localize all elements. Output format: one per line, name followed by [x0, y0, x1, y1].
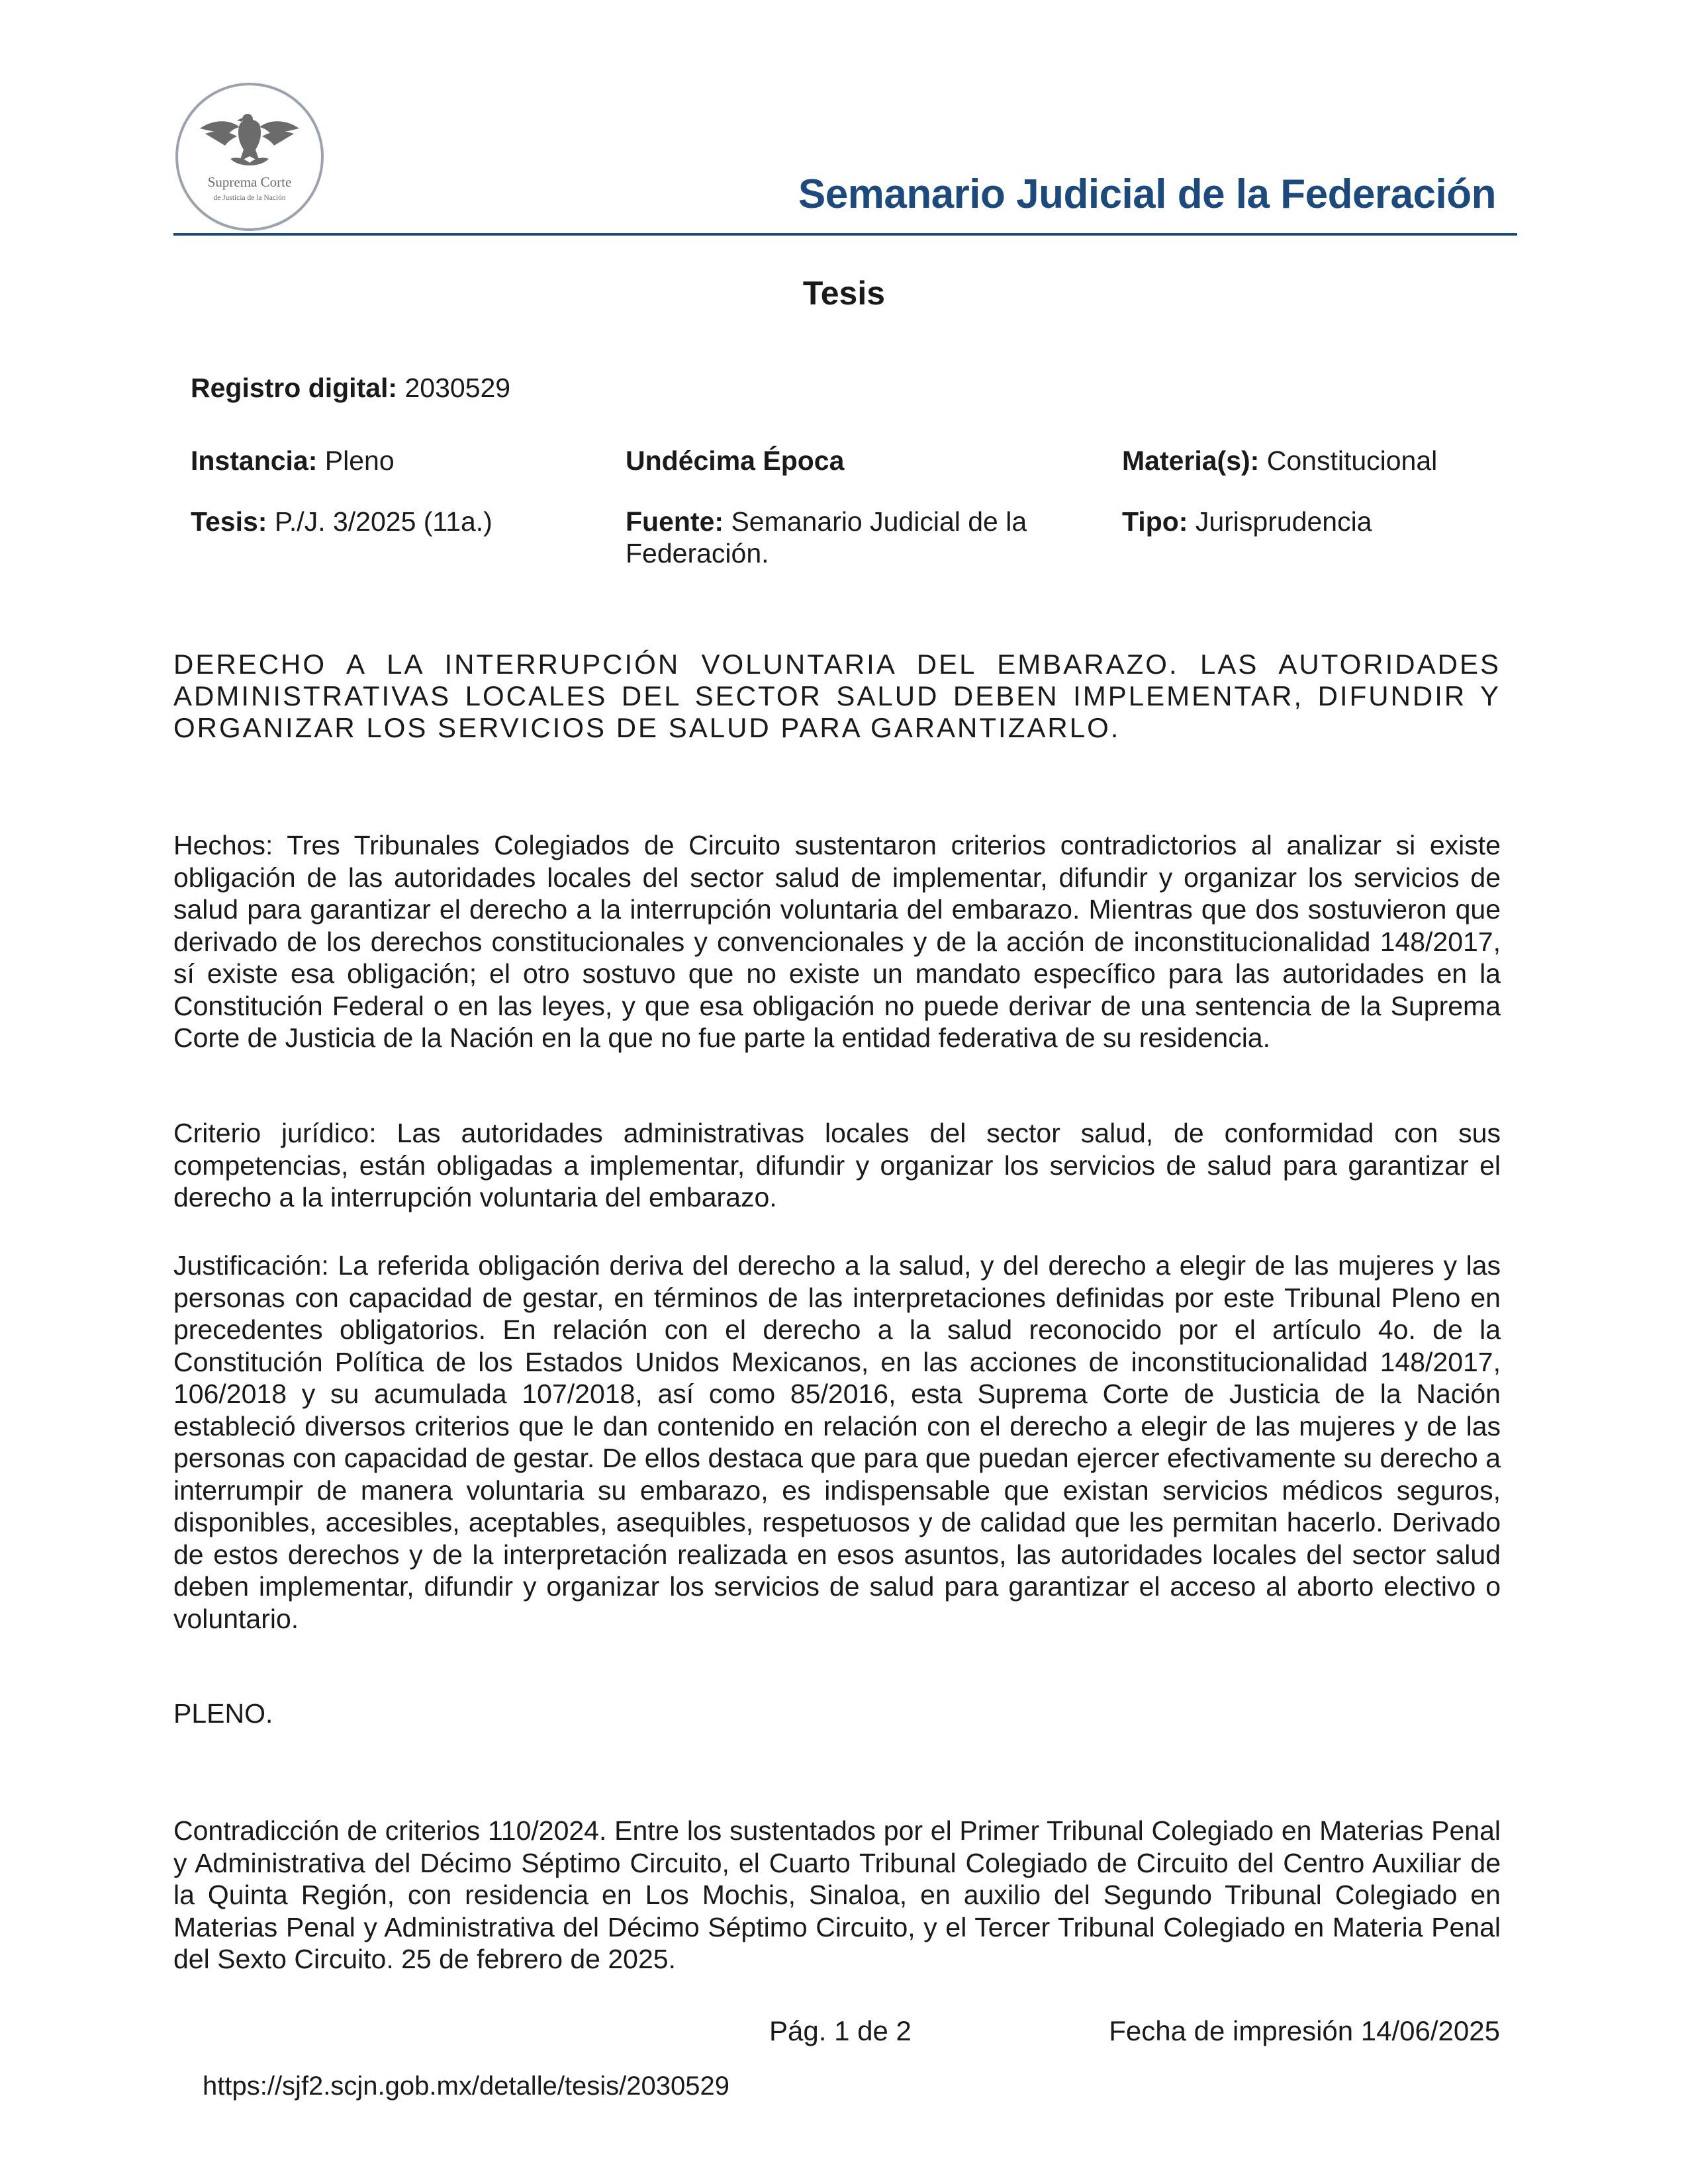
- paragraph-pleno: PLENO.: [173, 1698, 273, 1729]
- document-type: Tesis: [802, 275, 886, 312]
- header-divider: [173, 233, 1517, 236]
- scjn-logo: [173, 81, 326, 233]
- epoca: [626, 445, 1076, 477]
- logo-line-1: Suprema Corte: [207, 174, 292, 190]
- fuente-label: Fuente:: [626, 506, 724, 537]
- tesis-value: P./J. 3/2025 (11a.): [274, 506, 492, 537]
- paragraph-contradiccion: Contradicción de criterios 110/2024. Entre los sustentados por el Primer Tribunal Colegiado en Materias Penal y Administrativa del Décimo Séptimo Circuito, el Cuarto Tribunal Colegiado de Circuito del Centro Auxiliar de la Quinta Región, con residencia en Los Mochis, Sinaloa, en auxilio del Segundo Tribunal Colegiado en Materias Penal y Administrativa del Décimo Séptimo Circuito, y el Tercer Tribunal Colegiado en Materia Penal del Sexto Circuito. 25 de febrero de 2025.: [173, 1815, 1501, 1974]
- logo-line-2: de Justicia de la Nación: [213, 194, 286, 202]
- eagle-seal-icon: [173, 81, 326, 233]
- source-url: https://sjf2.scjn.gob.mx/detalle/tesis/2030529: [203, 2071, 730, 2101]
- tesis-label: Tesis:: [191, 506, 267, 537]
- materia: [1122, 445, 1437, 477]
- registro-digital: [191, 372, 510, 404]
- tipo-label: Tipo:: [1122, 506, 1188, 537]
- materia-value: Constitucional: [1266, 445, 1438, 476]
- tesis-rubro: DERECHO A LA INTERRUPCIÓN VOLUNTARIA DEL EMBARAZO. LAS AUTORIDADES ADMINISTRATIVAS LOCALES DEL SECTOR SALUD DEBEN IMPLEMENTAR, DIFUNDIR Y ORGANIZAR LOS SERVICIOS DE SALUD PARA GARANTIZARLO.: [173, 649, 1501, 743]
- epoca-value: Undécima Época: [626, 445, 845, 476]
- page-number: Pág. 1 de 2: [769, 2015, 912, 2046]
- paragraph-justificacion: Justificación: La referida obligación deriva del derecho a la salud, y del derecho a elegir de las mujeres y las personas con capacidad de gestar, en términos de las interpretaciones definidas por este Tribunal Pleno en precedentes obligatorios. En relación con el derecho a la salud reconocido por el artículo 4o. de la Constitución Política de los Estados Unidos Mexicanos, en las acciones de inconstitucionalidad 148/2017, 106/2018 y su acumulada 107/2018, así como 85/2016, esta Suprema Corte de Justicia de la Nación estableció diversos criterios que le dan contenido en relación con el derecho a elegir de las mujeres y de las personas con capacidad de gestar. De ellos destaca que para que puedan ejercer efectivamente su derecho a interrumpir de manera voluntaria su embarazo, es indispensable que existan servicios médicos seguros, disponibles, accesibles, aceptables, asequibles, respetuosos y de calidad que les permitan hacerlo. Derivado de estos derechos y de la interpretación realizada en esos asuntos, las autoridades locales del sector salud deben implementar, difundir y organizar los servicios de salud para garantizar el acceso al aborto electivo o voluntario.: [173, 1250, 1501, 1634]
- instancia-label: Instancia:: [191, 445, 318, 476]
- tesis: [191, 506, 492, 537]
- instancia-value: Pleno: [324, 445, 395, 476]
- fuente: [626, 506, 1076, 569]
- print-date: Fecha de impresión 14/06/2025: [1109, 2015, 1500, 2046]
- paragraph-criterio: Criterio jurídico: Las autoridades administrativas locales del sector salud, de conformidad con sus competencias, están obligadas a implementar, difundir y organizar los servicios de salud para garantizar el derecho a la interrupción voluntaria del embarazo.: [173, 1118, 1501, 1212]
- tipo-value: Jurisprudencia: [1195, 506, 1372, 537]
- materia-label: Materia(s):: [1122, 445, 1260, 476]
- paragraph-hechos: Hechos: Tres Tribunales Colegiados de Circuito sustentaron criterios contradictorios al analizar si existe obligación de las autoridades locales del sector salud de implementar, difundir y organizar los servicios de salud para garantizar el derecho a la interrupción voluntaria del embarazo. Mientras que dos sostuvieron que derivado de los derechos constitucionales y convencionales y de la acción de inconstitucionalidad 148/2017, sí existe esa obligación; el otro sostuvo que no existe un mandato específico para las autoridades en la Constitución Federal o en las leyes, y que esa obligación no puede derivar de una sentencia de la Suprema Corte de Justicia de la Nación en la que no fue parte la entidad federativa de su residencia.: [173, 830, 1501, 1053]
- fuente-value: Semanario Judicial de la Federación.: [626, 506, 1027, 569]
- publication-title: Semanario Judicial de la Federación: [798, 171, 1496, 217]
- registro-value: 2030529: [404, 373, 511, 403]
- registro-label: Registro digital:: [191, 373, 398, 403]
- instancia: [191, 445, 395, 477]
- tipo: [1122, 506, 1372, 537]
